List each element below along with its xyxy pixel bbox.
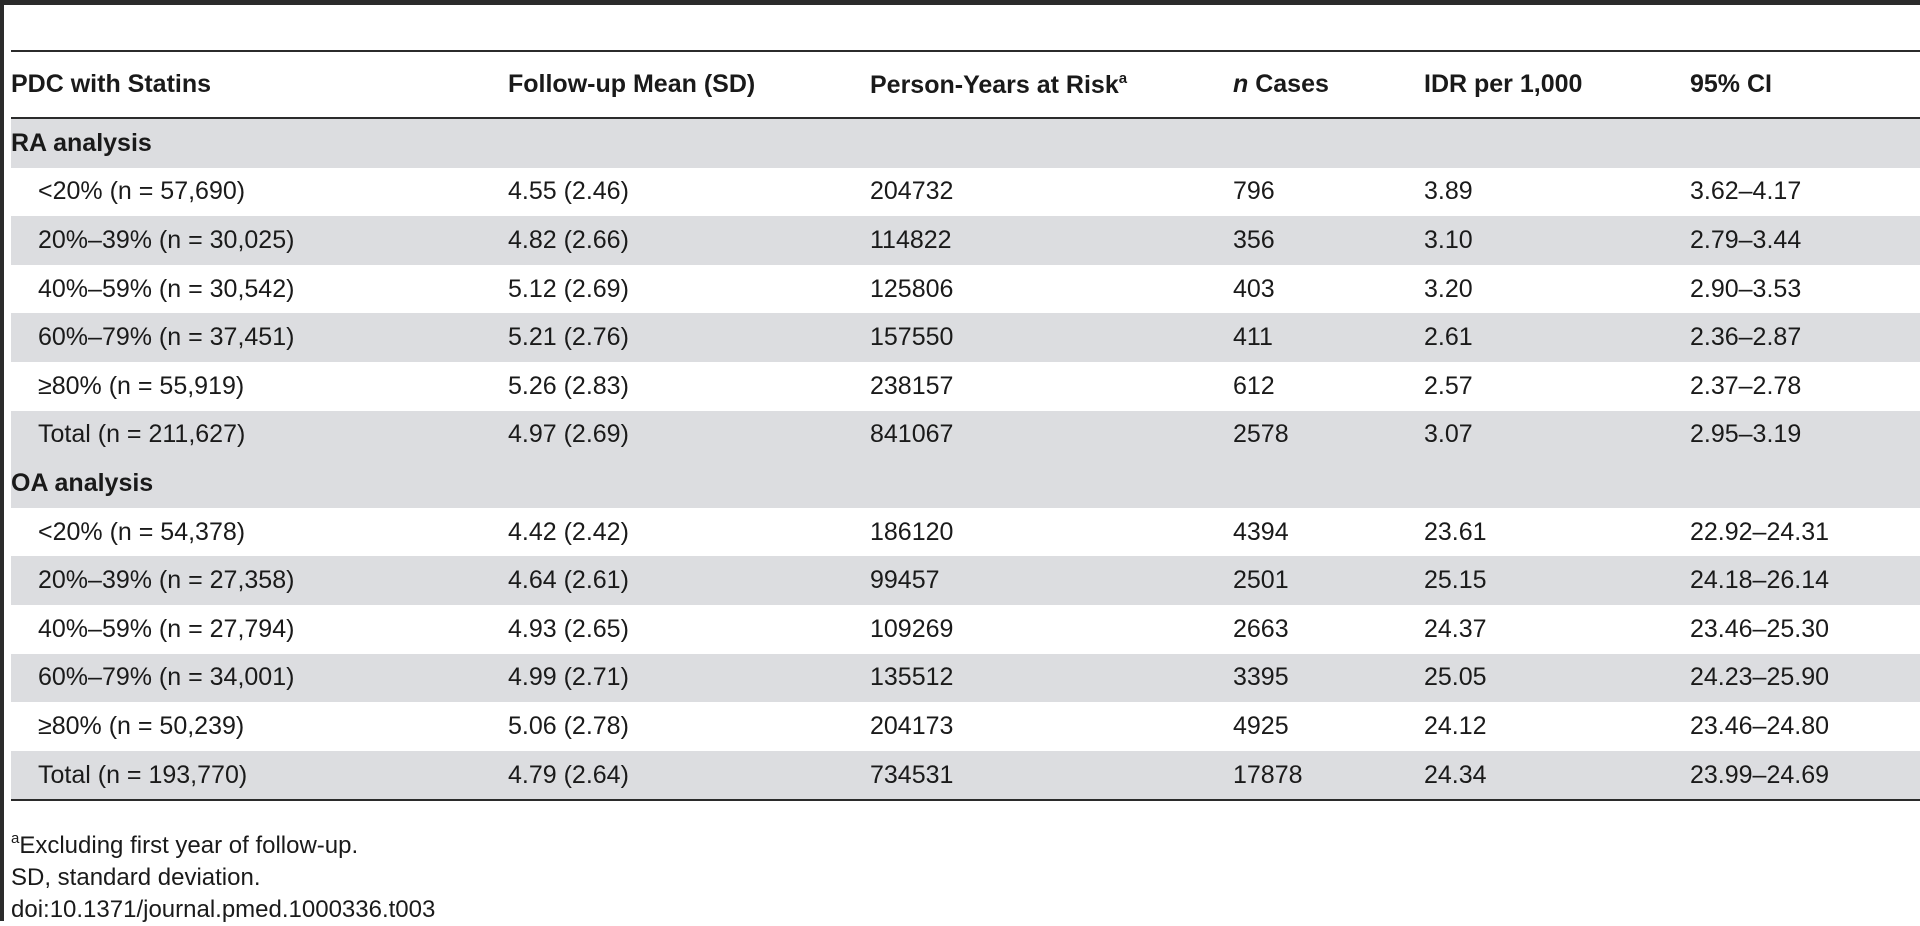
- cell-ci: 23.46–24.80: [1690, 711, 1830, 740]
- cell-person-years: 109269: [870, 614, 954, 643]
- cell-person-years: 125806: [870, 274, 954, 303]
- footnote-marker: a: [1118, 69, 1128, 87]
- header-pdc: PDC with Statins: [11, 70, 212, 98]
- table-row: [11, 751, 1920, 801]
- cell-followup: 4.55 (2.46): [508, 177, 629, 206]
- cell-cases: 2578: [1233, 411, 1424, 460]
- footnote-doi: doi:10.1371/journal.pmed.1000336.t003: [11, 896, 436, 923]
- footnote-a-text: Excluding first year of follow-up.: [19, 832, 359, 859]
- section-row: [11, 459, 1920, 508]
- cell-cases: 796: [1233, 177, 1275, 206]
- cell-pdc: ≥80% (n = 55,919): [38, 371, 245, 400]
- table-row: [11, 508, 1920, 557]
- table-footnotes: [11, 823, 435, 926]
- cell-cases: 612: [1233, 371, 1275, 400]
- table-body: [11, 118, 1920, 800]
- cell-pdc: 40%–59% (n = 27,794): [38, 614, 295, 643]
- cell-idr: 24.34: [1424, 751, 1690, 801]
- table-row: [11, 556, 1920, 605]
- table-row: [11, 362, 1920, 411]
- cell-pdc: 20%–39% (n = 27,358): [11, 556, 508, 605]
- cell-ci: 22.92–24.31: [1690, 517, 1830, 546]
- header-followup: Follow-up Mean (SD): [508, 70, 756, 98]
- cell-ci: 24.18–26.14: [1690, 556, 1920, 605]
- cell-followup: 5.26 (2.83): [508, 371, 629, 400]
- cell-ci: 2.37–2.78: [1690, 371, 1802, 400]
- header-ci: 95% CI: [1690, 70, 1772, 98]
- footnote-a: [11, 823, 435, 862]
- header-idr: IDR per 1,000: [1424, 70, 1583, 98]
- cell-cases: 2663: [1233, 614, 1289, 643]
- cell-pdc: 60%–79% (n = 37,451): [11, 313, 508, 362]
- header-person-years: [870, 51, 1233, 118]
- cell-cases: 17878: [1233, 751, 1424, 801]
- cell-pdc: 60%–79% (n = 34,001): [11, 654, 508, 703]
- cell-followup: 4.64 (2.61): [508, 556, 870, 605]
- cell-person-years: 186120: [870, 517, 954, 546]
- cell-cases: 403: [1233, 274, 1275, 303]
- statin-pdc-table: [11, 50, 1920, 801]
- cell-person-years: 99457: [870, 556, 1233, 605]
- header-row: [11, 51, 1920, 118]
- table-row: [11, 411, 1920, 460]
- cell-cases: 4394: [1233, 517, 1289, 546]
- cell-pdc: Total (n = 193,770): [11, 751, 508, 801]
- cell-followup: 4.82 (2.66): [508, 216, 870, 265]
- cell-ci: 23.46–25.30: [1690, 614, 1830, 643]
- data-table-container: [11, 50, 1920, 801]
- cell-followup: 4.79 (2.64): [508, 751, 870, 801]
- section-title: OA analysis: [11, 459, 1920, 508]
- cell-cases: 356: [1233, 216, 1424, 265]
- cell-pdc: <20% (n = 57,690): [38, 177, 246, 206]
- section-title: RA analysis: [11, 118, 1920, 168]
- cell-person-years: 204732: [870, 177, 954, 206]
- cell-followup: 4.97 (2.69): [508, 411, 870, 460]
- cell-followup: 5.06 (2.78): [508, 711, 629, 740]
- cell-pdc: 20%–39% (n = 30,025): [11, 216, 508, 265]
- cell-idr: 3.07: [1424, 411, 1690, 460]
- table-row: [11, 216, 1920, 265]
- cell-idr: 25.15: [1424, 556, 1690, 605]
- cell-idr: 3.20: [1424, 274, 1473, 303]
- cell-ci: 2.90–3.53: [1690, 274, 1802, 303]
- cell-pdc: Total (n = 211,627): [11, 411, 508, 460]
- cell-followup: 5.12 (2.69): [508, 274, 629, 303]
- cell-cases: 4925: [1233, 711, 1289, 740]
- cell-cases: 3395: [1233, 654, 1424, 703]
- cell-cases: 2501: [1233, 556, 1424, 605]
- cell-person-years: 841067: [870, 411, 1233, 460]
- cell-followup: 4.42 (2.42): [508, 517, 629, 546]
- cell-idr: 25.05: [1424, 654, 1690, 703]
- section-row: [11, 118, 1920, 168]
- cell-ci: 2.79–3.44: [1690, 216, 1920, 265]
- cell-followup: 4.93 (2.65): [508, 614, 629, 643]
- header-cases-label: Cases: [1248, 70, 1329, 98]
- cell-person-years: 204173: [870, 711, 954, 740]
- header-cases: [1233, 51, 1424, 118]
- cell-person-years: 157550: [870, 313, 1233, 362]
- cell-ci: 2.95–3.19: [1690, 411, 1920, 460]
- cell-pdc: ≥80% (n = 50,239): [38, 711, 245, 740]
- cell-idr: 23.61: [1424, 517, 1487, 546]
- cell-pdc: <20% (n = 54,378): [38, 517, 246, 546]
- cell-idr: 24.37: [1424, 614, 1487, 643]
- header-cases-n: n: [1233, 70, 1249, 98]
- left-border-rule: [0, 0, 4, 921]
- cell-person-years: 734531: [870, 751, 1233, 801]
- header-person-years-label: Person-Years at Risk: [870, 70, 1119, 99]
- cell-person-years: 114822: [870, 216, 1233, 265]
- cell-ci: 2.36–2.87: [1690, 313, 1920, 362]
- top-border-bar: [0, 0, 1920, 5]
- table-row: [11, 168, 1920, 217]
- cell-idr: 24.12: [1424, 711, 1487, 740]
- table-row: [11, 313, 1920, 362]
- table-row: [11, 605, 1920, 654]
- table-row: [11, 265, 1920, 314]
- cell-idr: 2.57: [1424, 371, 1473, 400]
- cell-idr: 3.89: [1424, 177, 1473, 206]
- cell-followup: 5.21 (2.76): [508, 313, 870, 362]
- cell-ci: 24.23–25.90: [1690, 654, 1920, 703]
- table-row: [11, 654, 1920, 703]
- cell-ci: 3.62–4.17: [1690, 177, 1802, 206]
- cell-person-years: 135512: [870, 654, 1233, 703]
- cell-person-years: 238157: [870, 371, 954, 400]
- table-row: [11, 702, 1920, 751]
- cell-idr: 2.61: [1424, 313, 1690, 362]
- cell-cases: 411: [1233, 313, 1424, 362]
- cell-idr: 3.10: [1424, 216, 1690, 265]
- cell-followup: 4.99 (2.71): [508, 654, 870, 703]
- cell-ci: 23.99–24.69: [1690, 751, 1920, 801]
- cell-pdc: 40%–59% (n = 30,542): [38, 274, 295, 303]
- footnote-sd: SD, standard deviation.: [11, 864, 261, 891]
- footnote-a-marker: a: [11, 830, 20, 847]
